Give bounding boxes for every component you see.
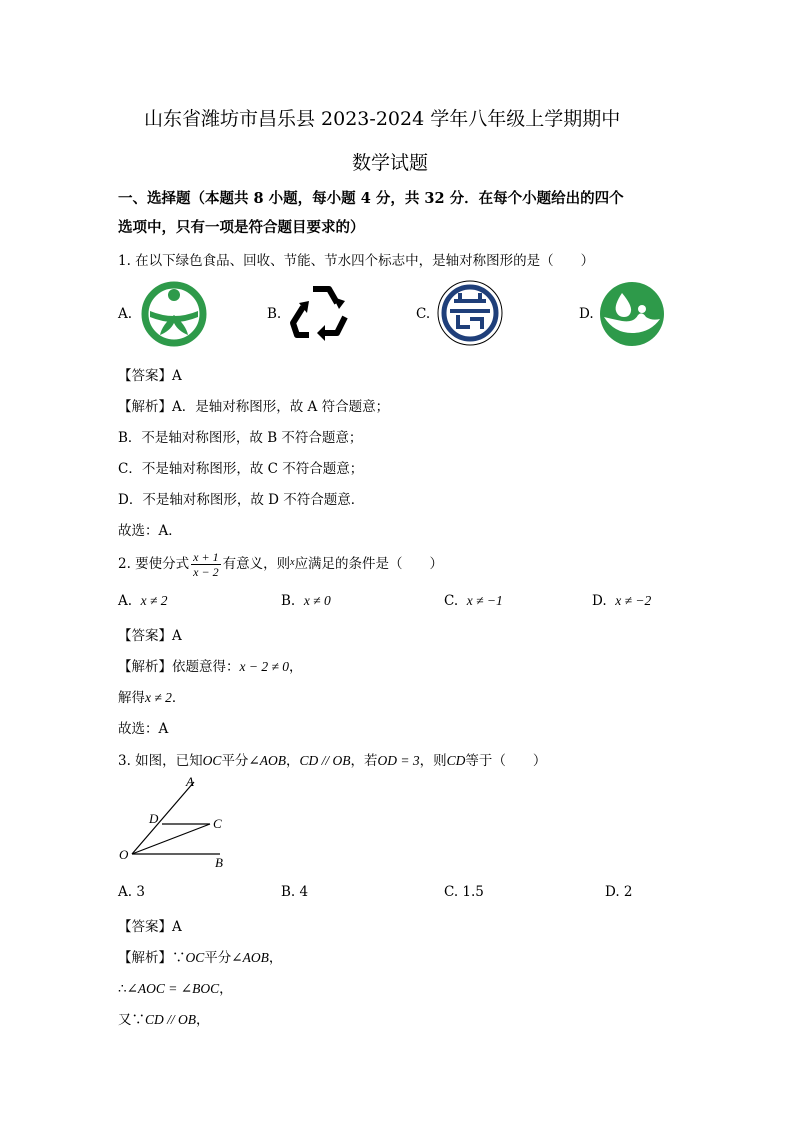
q1-analysis-line: B．不是轴对称图形，故 B 不符合题意； <box>118 430 363 446</box>
analysis-math: ∠AOB <box>231 950 269 965</box>
q2-option-c <box>444 593 503 609</box>
solve-suffix: ． <box>171 690 186 706</box>
q2-stem-middle: 有意义，则 <box>222 556 291 572</box>
analysis-suffix: ， <box>289 659 303 675</box>
analysis-math: OC <box>185 950 205 965</box>
q2-variable: x <box>290 557 295 568</box>
q2-option-a <box>118 593 168 609</box>
q3-stem-math: OD = 3 <box>377 753 420 768</box>
q3-option-c: C. 1.5 <box>444 884 484 900</box>
solve-prefix: 解得 <box>118 690 145 706</box>
q3-stem-part: ，若 <box>350 753 378 769</box>
analysis-text: ， <box>196 1012 210 1028</box>
q1-option-a-label: A. <box>118 306 133 322</box>
question-3-stem <box>118 749 546 769</box>
fraction-numerator: x + 1 <box>193 550 219 564</box>
solve-expression: x ≠ 2 <box>145 690 172 705</box>
fraction-denominator: x − 2 <box>193 565 219 579</box>
option-label: C. <box>444 593 459 609</box>
q3-answer: 【答案】A <box>118 919 182 935</box>
q3-stem-part: ，则 <box>419 753 447 769</box>
q3-analysis-line-1 <box>118 946 282 966</box>
q2-option-d <box>592 593 651 609</box>
q2-option-b <box>281 593 331 609</box>
analysis-prefix: 【解析】依题意得： <box>118 659 240 675</box>
point-label-b: B <box>215 855 223 870</box>
page-title: 山东省潍坊市昌乐县 2023-2024 学年八年级上学期期中 <box>144 108 621 130</box>
question-1-stem: 1. 在以下绿色食品、回收、节能、节水四个标志中，是轴对称图形的是（ ） <box>118 253 595 269</box>
q2-stem-suffix: 应满足的条件是（ ） <box>294 556 444 572</box>
q3-stem-part: 平分 <box>221 753 249 769</box>
option-expression: x ≠ −1 <box>466 593 503 608</box>
analysis-math: CD // OB <box>145 1012 197 1027</box>
q2-stem-prefix: 2. 要使分式 <box>118 556 190 572</box>
q3-stem-part: 3. 如图，已知 <box>118 753 203 769</box>
q1-answer: 【答案】A <box>118 368 182 384</box>
segment-oc <box>132 824 210 854</box>
q3-option-a: A. 3 <box>118 884 145 900</box>
q1-analysis-line: 【解析】A．是轴对称图形，故 A 符合题意； <box>118 399 390 415</box>
analysis-text: ， <box>219 981 233 997</box>
q3-stem-math: CD // OB <box>299 753 351 768</box>
geometry-figure <box>116 774 236 870</box>
q1-analysis-line: D．不是轴对称图形，故 D 不符合题意． <box>118 492 365 508</box>
q2-analysis <box>118 655 303 675</box>
point-label-o: O <box>119 847 129 862</box>
q2-solve <box>118 686 185 706</box>
point-label-c: C <box>213 816 222 831</box>
point-label-a: A <box>186 774 194 789</box>
q1-analysis-line: C．不是轴对称图形，故 C 不符合题意； <box>118 461 364 477</box>
analysis-text: 又∵ <box>118 1012 145 1028</box>
q3-stem-math: CD <box>446 753 466 768</box>
fraction <box>191 550 220 579</box>
point-label-d: D <box>149 811 159 826</box>
q3-stem-part: ， <box>286 753 300 769</box>
q1-option-d-label: D. <box>579 306 594 322</box>
analysis-expression: x − 2 ≠ 0 <box>239 659 290 674</box>
q3-stem-math: ∠AOB <box>248 753 286 768</box>
q3-option-b: B. 4 <box>281 884 309 900</box>
analysis-math: ∠AOC = ∠BOC <box>126 981 220 996</box>
q1-option-c-label: C. <box>416 306 431 322</box>
q1-conclusion: 故选：A． <box>118 523 182 539</box>
analysis-text: ， <box>268 950 283 966</box>
water-saving-logo-icon <box>598 281 666 347</box>
ray-oa <box>132 782 194 854</box>
section-heading-cont: 选项中，只有一项是符合题目要求的） <box>118 219 365 236</box>
option-label: B. <box>281 593 296 609</box>
page-subtitle: 数学试题 <box>352 152 429 174</box>
q3-analysis-line-3 <box>118 1008 210 1028</box>
option-expression: x ≠ 2 <box>140 593 168 608</box>
analysis-text: 平分 <box>204 950 232 966</box>
q3-stem-part: 等于（ ） <box>465 753 547 769</box>
q3-analysis-line-2 <box>118 977 233 997</box>
q2-conclusion: 故选：A <box>118 721 169 737</box>
analysis-text: ∴ <box>118 981 127 997</box>
q2-answer: 【答案】A <box>118 628 182 644</box>
option-label: A. <box>118 593 133 609</box>
question-2-stem <box>118 548 443 579</box>
recycle-logo-icon <box>289 283 353 345</box>
analysis-text: 【解析】∵ <box>118 950 186 966</box>
q1-option-b-label: B. <box>267 306 282 322</box>
q3-option-d: D. 2 <box>605 884 633 900</box>
option-expression: x ≠ −2 <box>615 593 652 608</box>
option-label: D. <box>592 593 607 609</box>
q3-stem-math: OC <box>202 753 222 768</box>
section-heading: 一、选择题（本题共 8 小题，每小题 4 分，共 32 分．在每个小题给出的四个 <box>118 190 624 207</box>
green-food-logo-icon <box>140 281 208 347</box>
option-expression: x ≠ 0 <box>303 593 331 608</box>
energy-saving-logo-icon <box>436 279 504 347</box>
